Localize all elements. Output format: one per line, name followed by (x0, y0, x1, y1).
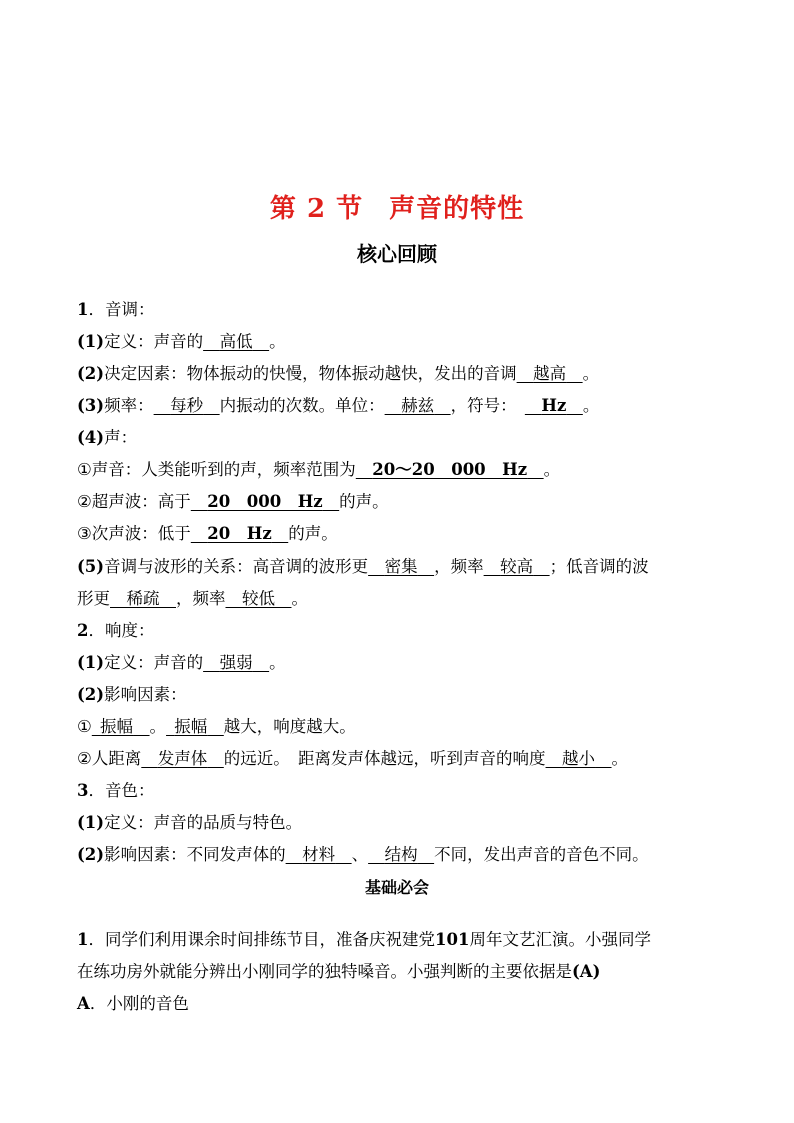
item-2-2-factors: (2)影响因素： (77, 685, 187, 704)
answer-blank: 越小 (562, 749, 596, 768)
answer-blank: 强弱 (219, 653, 253, 672)
answer-blank: 高低 (219, 332, 253, 351)
item-1-4-infrasound: ③次声波：低于 20 Hz 的声。 (77, 524, 338, 543)
item-2-2-amplitude: ① 振幅 。 振幅 越大，响度越大。 (77, 717, 356, 736)
answer-blank: 密集 (384, 557, 418, 576)
item-2-heading: 2．响度： (77, 621, 155, 640)
item-3-heading: 3．音色： (77, 781, 155, 800)
item-1-5-waveform-cont: 形更 稀疏 ，频率 较低 。 (77, 589, 308, 608)
item-1-1-definition: (1)定义：声音的 高低 。 (77, 332, 286, 351)
item-1-heading: 1．音调： (77, 300, 155, 319)
answer-blank: 20～20 000 Hz (372, 460, 528, 479)
answer-blank: 材料 (302, 845, 336, 864)
question-1-stem-cont: 在练功房外就能分辨出小刚同学的独特嗓音。小强判断的主要依据是(A) (77, 962, 601, 981)
answer-blank: 20 Hz (207, 524, 272, 543)
answer-blank: 较低 (242, 589, 275, 608)
question-1-answer: (A) (572, 962, 601, 981)
item-2-1-definition: (1)定义：声音的 强弱 。 (77, 653, 286, 672)
section-heading-basics: 基础必会 (364, 878, 429, 897)
item-1-4-sound: (4)声： (77, 428, 138, 447)
answer-blank: 稀疏 (126, 589, 160, 608)
page-title (0, 188, 794, 225)
item-1-4-ultrasound: ②超声波：高于 20 000 Hz 的声。 (77, 492, 389, 511)
title-section-number: 第 2 节 (269, 194, 364, 224)
item-1-3-frequency: (3)频率： 每秒 内振动的次数。单位： 赫兹 ，符号： Hz 。 (77, 396, 600, 415)
answer-blank: 20 000 Hz (207, 492, 323, 511)
item-1-4-audible: ①声音：人类能听到的声，频率范围为 20～20 000 Hz 。 (77, 460, 561, 479)
section-heading-core-review: 核心回顾 (357, 242, 437, 266)
answer-blank: 较高 (500, 557, 534, 576)
item-3-2-factors: (2)影响因素：不同发声体的 材料 、 结构 不同，发出声音的音色不同。 (77, 845, 649, 864)
item-2-2-distance: ②人距离 发声体 的远近。 距离发声体越远，听到声音的响度 越小 。 (77, 749, 629, 768)
answer-blank: 发声体 (157, 749, 208, 768)
answer-blank: 越高 (533, 364, 567, 383)
answer-blank: 赫兹 (401, 396, 435, 415)
title-section-name: 声音的特性 (389, 194, 525, 224)
item-1-5-waveform: (5)音调与波形的关系：高音调的波形更 密集 ，频率 较高 ；低音调的波 (77, 557, 649, 576)
item-1-2-factor: (2)决定因素：物体振动的快慢，物体振动越快，发出的音调 越高 。 (77, 364, 600, 383)
question-1-option-a: A．小刚的音色 (77, 994, 189, 1013)
answer-blank: Hz (541, 396, 567, 415)
answer-blank: 振幅 (100, 717, 134, 736)
question-1-stem: 1．同学们利用课余时间排练节目，准备庆祝建党101周年文艺汇演。小强同学 (77, 930, 651, 949)
item-3-1-definition: (1)定义：声音的品质与特色。 (77, 813, 303, 832)
answer-blank: 每秒 (170, 396, 204, 415)
answer-blank: 结构 (384, 845, 418, 864)
answer-blank: 振幅 (174, 717, 208, 736)
